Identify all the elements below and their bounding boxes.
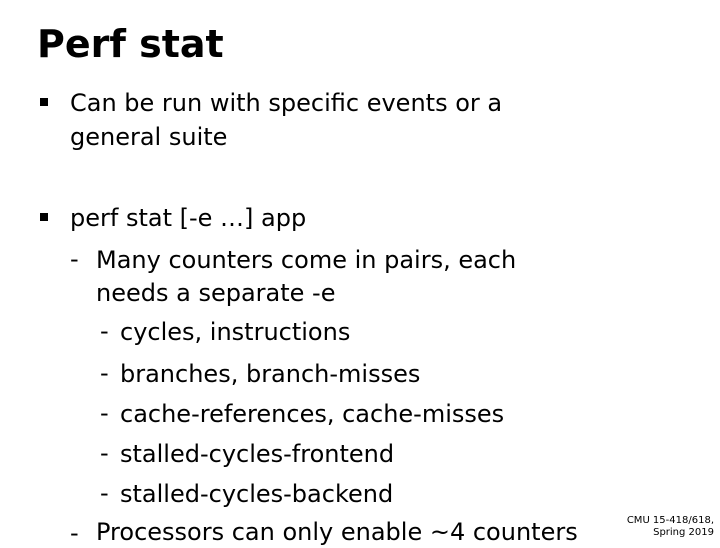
subsubitem-text: cycles, instructions <box>120 318 351 346</box>
subitem-text-line: needs a separate -e <box>96 279 336 307</box>
subsubitem-text: stalled-cycles-frontend <box>120 440 395 468</box>
dash-marker: - <box>100 439 109 467</box>
bullet-text-line: perf stat [-e …] app <box>70 204 307 232</box>
subsubitem-text: cache-references, cache-misses <box>120 400 505 428</box>
subsubitem-text: branches, branch-misses <box>120 360 421 388</box>
dash-marker: - <box>100 359 109 387</box>
subitem-text-line: Many counters come in pairs, each <box>96 246 517 274</box>
square-bullet-icon <box>40 213 48 221</box>
bullet-text-line: general suite <box>70 123 228 151</box>
dash-marker: - <box>70 245 79 273</box>
slide-footer <box>627 515 714 539</box>
dash-marker: - <box>100 479 109 507</box>
bullet-marker <box>38 96 50 108</box>
square-bullet-icon <box>40 98 48 106</box>
subitem-text-line: Processors can only enable ~4 counters <box>96 518 578 546</box>
footer-term: Spring 2019 <box>653 527 714 538</box>
bullet-text-line: Can be run with specific events or a <box>70 89 503 117</box>
bullet-marker <box>38 211 50 223</box>
dash-marker: - <box>100 399 109 427</box>
dash-marker: - <box>100 317 109 345</box>
slide-title: Perf stat <box>37 22 224 66</box>
footer-course: CMU 15-418/618, <box>626 515 714 526</box>
dash-marker: - <box>70 519 79 547</box>
subsubitem-text: stalled-cycles-backend <box>120 480 394 508</box>
